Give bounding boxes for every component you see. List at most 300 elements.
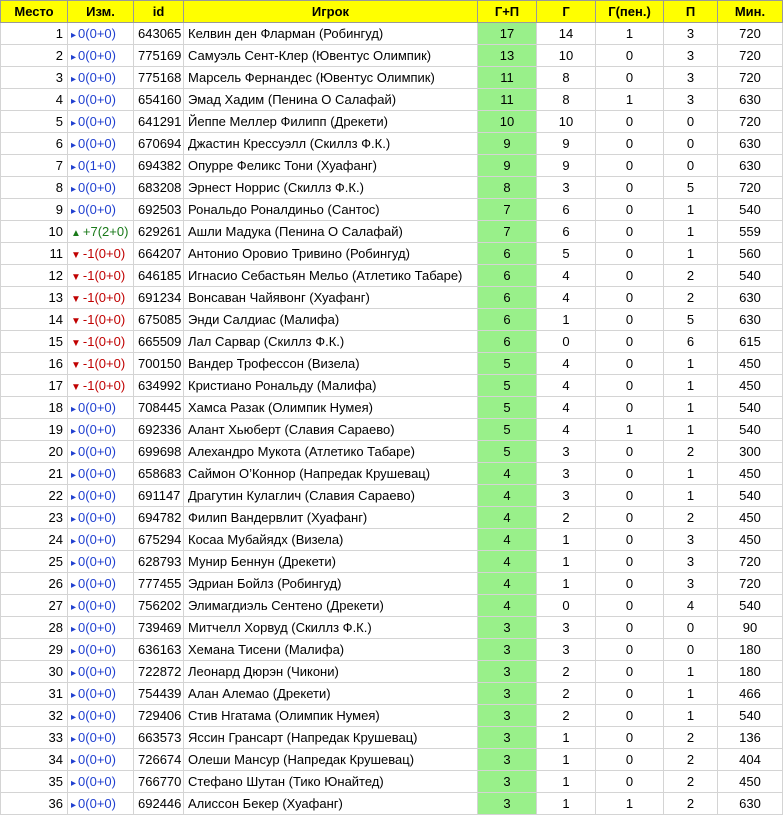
minutes-cell: 540 <box>718 419 783 441</box>
table-row[interactable] <box>1 67 783 89</box>
arrow-down-icon: ▼ <box>71 294 81 305</box>
place-cell: 16 <box>1 353 68 375</box>
goals-cell: 1 <box>537 529 596 551</box>
player-cell: Косаа Мубайядх (Визела) <box>184 529 478 551</box>
minutes-cell: 630 <box>718 89 783 111</box>
table-row[interactable] <box>1 683 783 705</box>
pointer-right-icon: ▸ <box>71 404 77 415</box>
assists-cell: 1 <box>664 243 718 265</box>
goals-assists-cell: 4 <box>478 529 537 551</box>
goals-cell: 10 <box>537 111 596 133</box>
pointer-right-icon: ▸ <box>71 96 77 107</box>
goals-assists-cell: 5 <box>478 353 537 375</box>
header-player[interactable]: Игрок <box>184 1 478 23</box>
place-cell: 26 <box>1 573 68 595</box>
change-value: 0(0+0) <box>78 510 116 525</box>
goals-assists-cell: 5 <box>478 397 537 419</box>
table-row[interactable] <box>1 727 783 749</box>
player-cell: Драгутин Кулаглич (Славия Сараево) <box>184 485 478 507</box>
change-cell <box>68 265 134 287</box>
place-cell: 13 <box>1 287 68 309</box>
place-cell: 7 <box>1 155 68 177</box>
player-cell: Мунир Беннун (Дрекети) <box>184 551 478 573</box>
minutes-cell: 540 <box>718 199 783 221</box>
table-row[interactable] <box>1 155 783 177</box>
assists-cell: 0 <box>664 111 718 133</box>
minutes-cell: 540 <box>718 595 783 617</box>
penalty-goals-cell: 0 <box>596 771 664 793</box>
player-cell: Стефано Шутан (Тико Юнайтед) <box>184 771 478 793</box>
change-value: 0(0+0) <box>78 554 116 569</box>
penalty-goals-cell: 0 <box>596 265 664 287</box>
arrow-down-icon: ▼ <box>71 360 81 371</box>
id-cell: 691234 <box>134 287 184 309</box>
assists-cell: 3 <box>664 67 718 89</box>
pointer-right-icon: ▸ <box>71 580 77 591</box>
goals-cell: 3 <box>537 177 596 199</box>
minutes-cell: 630 <box>718 793 783 815</box>
goals-assists-cell: 6 <box>478 309 537 331</box>
change-cell <box>68 683 134 705</box>
goals-assists-cell: 11 <box>478 67 537 89</box>
assists-cell: 6 <box>664 331 718 353</box>
assists-cell: 5 <box>664 309 718 331</box>
pointer-right-icon: ▸ <box>71 690 77 701</box>
table-row[interactable] <box>1 331 783 353</box>
table-row[interactable] <box>1 375 783 397</box>
pointer-right-icon: ▸ <box>71 536 77 547</box>
goals-cell: 4 <box>537 265 596 287</box>
header-goals-assists[interactable]: Г+П <box>478 1 537 23</box>
id-cell: 675085 <box>134 309 184 331</box>
table-row[interactable] <box>1 485 783 507</box>
penalty-goals-cell: 0 <box>596 529 664 551</box>
goals-cell: 10 <box>537 45 596 67</box>
table-row[interactable] <box>1 529 783 551</box>
goals-assists-cell: 4 <box>478 551 537 573</box>
assists-cell: 1 <box>664 661 718 683</box>
id-cell: 775168 <box>134 67 184 89</box>
penalty-goals-cell: 0 <box>596 617 664 639</box>
penalty-goals-cell: 0 <box>596 199 664 221</box>
goals-cell: 6 <box>537 199 596 221</box>
goals-assists-cell: 10 <box>478 111 537 133</box>
penalty-goals-cell: 0 <box>596 749 664 771</box>
table-row[interactable] <box>1 617 783 639</box>
player-cell: Игнасио Себастьян Мельо (Атлетико Табаре) <box>184 265 478 287</box>
id-cell: 729406 <box>134 705 184 727</box>
place-cell: 8 <box>1 177 68 199</box>
goals-assists-cell: 4 <box>478 463 537 485</box>
arrow-down-icon: ▼ <box>71 316 81 327</box>
goals-assists-cell: 3 <box>478 727 537 749</box>
change-cell <box>68 705 134 727</box>
assists-cell: 2 <box>664 793 718 815</box>
change-value: 0(0+0) <box>78 752 116 767</box>
penalty-goals-cell: 0 <box>596 177 664 199</box>
goals-assists-cell: 3 <box>478 793 537 815</box>
minutes-cell: 90 <box>718 617 783 639</box>
minutes-cell: 300 <box>718 441 783 463</box>
id-cell: 708445 <box>134 397 184 419</box>
penalty-goals-cell: 0 <box>596 45 664 67</box>
player-cell: Кристиано Рональду (Малифа) <box>184 375 478 397</box>
place-cell: 34 <box>1 749 68 771</box>
place-cell: 25 <box>1 551 68 573</box>
table-row[interactable] <box>1 573 783 595</box>
table-row[interactable] <box>1 705 783 727</box>
pointer-right-icon: ▸ <box>71 646 77 657</box>
change-value: 0(0+0) <box>78 92 116 107</box>
change-cell <box>68 727 134 749</box>
minutes-cell: 450 <box>718 771 783 793</box>
goals-cell: 5 <box>537 243 596 265</box>
goals-cell: 9 <box>537 155 596 177</box>
player-cell: Хемана Тисени (Малифа) <box>184 639 478 661</box>
place-cell: 23 <box>1 507 68 529</box>
table-row[interactable] <box>1 463 783 485</box>
change-cell <box>68 111 134 133</box>
id-cell: 692503 <box>134 199 184 221</box>
header-penalty-goals[interactable]: Г(пен.) <box>596 1 664 23</box>
minutes-cell: 720 <box>718 67 783 89</box>
arrow-down-icon: ▼ <box>71 250 81 261</box>
header-place[interactable]: Место <box>1 1 68 23</box>
assists-cell: 2 <box>664 287 718 309</box>
goals-cell: 6 <box>537 221 596 243</box>
change-cell <box>68 639 134 661</box>
goals-assists-cell: 3 <box>478 749 537 771</box>
minutes-cell: 720 <box>718 23 783 45</box>
player-cell: Элимагдиэль Сентено (Дрекети) <box>184 595 478 617</box>
change-value: 0(0+0) <box>78 620 116 635</box>
pointer-right-icon: ▸ <box>71 140 77 151</box>
change-value: 0(0+0) <box>78 664 116 679</box>
minutes-cell: 450 <box>718 507 783 529</box>
place-cell: 2 <box>1 45 68 67</box>
goals-assists-cell: 7 <box>478 199 537 221</box>
header-minutes[interactable]: Мин. <box>718 1 783 23</box>
player-cell: Яссин Грансарт (Напредак Крушевац) <box>184 727 478 749</box>
penalty-goals-cell: 0 <box>596 243 664 265</box>
change-cell <box>68 617 134 639</box>
goals-assists-cell: 3 <box>478 661 537 683</box>
table-row[interactable] <box>1 793 783 815</box>
table-row[interactable] <box>1 441 783 463</box>
change-cell <box>68 485 134 507</box>
goals-assists-cell: 6 <box>478 331 537 353</box>
change-cell <box>68 661 134 683</box>
change-value: -1(0+0) <box>82 356 126 371</box>
goals-cell: 0 <box>537 595 596 617</box>
arrow-up-icon: ▲ <box>71 228 81 239</box>
pointer-right-icon: ▸ <box>71 668 77 679</box>
id-cell: 675294 <box>134 529 184 551</box>
change-cell <box>68 771 134 793</box>
table-row[interactable] <box>1 639 783 661</box>
pointer-right-icon: ▸ <box>71 448 77 459</box>
change-cell <box>68 595 134 617</box>
change-cell <box>68 507 134 529</box>
table-row[interactable] <box>1 749 783 771</box>
penalty-goals-cell: 0 <box>596 639 664 661</box>
table-row[interactable] <box>1 199 783 221</box>
table-row[interactable] <box>1 45 783 67</box>
goals-assists-cell: 8 <box>478 177 537 199</box>
minutes-cell: 720 <box>718 551 783 573</box>
player-cell: Ашли Мадука (Пенина О Салафай) <box>184 221 478 243</box>
penalty-goals-cell: 0 <box>596 111 664 133</box>
table-row[interactable] <box>1 287 783 309</box>
goals-assists-cell: 4 <box>478 573 537 595</box>
minutes-cell: 466 <box>718 683 783 705</box>
table-row[interactable] <box>1 177 783 199</box>
pointer-right-icon: ▸ <box>71 756 77 767</box>
table-row[interactable] <box>1 221 783 243</box>
id-cell: 683208 <box>134 177 184 199</box>
change-cell <box>68 287 134 309</box>
penalty-goals-cell: 0 <box>596 331 664 353</box>
goals-cell: 9 <box>537 133 596 155</box>
goals-cell: 1 <box>537 727 596 749</box>
id-cell: 663573 <box>134 727 184 749</box>
change-cell <box>68 221 134 243</box>
goals-assists-cell: 4 <box>478 485 537 507</box>
change-value: -1(0+0) <box>82 378 126 393</box>
goals-cell: 2 <box>537 661 596 683</box>
change-value: 0(0+0) <box>78 730 116 745</box>
id-cell: 694782 <box>134 507 184 529</box>
change-value: 0(0+0) <box>78 642 116 657</box>
pointer-right-icon: ▸ <box>71 162 77 173</box>
change-value: 0(0+0) <box>78 70 116 85</box>
id-cell: 664207 <box>134 243 184 265</box>
pointer-right-icon: ▸ <box>71 492 77 503</box>
assists-cell: 2 <box>664 771 718 793</box>
id-cell: 634992 <box>134 375 184 397</box>
player-cell: Келвин ден Фларман (Робингуд) <box>184 23 478 45</box>
goals-assists-cell: 3 <box>478 771 537 793</box>
change-cell <box>68 375 134 397</box>
table-row[interactable] <box>1 309 783 331</box>
player-cell: Джастин Крессуэлл (Скиллз Ф.К.) <box>184 133 478 155</box>
change-value: 0(0+0) <box>78 422 116 437</box>
id-cell: 700150 <box>134 353 184 375</box>
id-cell: 670694 <box>134 133 184 155</box>
goals-cell: 0 <box>537 331 596 353</box>
goals-assists-cell: 6 <box>478 287 537 309</box>
goals-assists-cell: 3 <box>478 705 537 727</box>
pointer-right-icon: ▸ <box>71 184 77 195</box>
header-id[interactable]: id <box>134 1 184 23</box>
penalty-goals-cell: 0 <box>596 727 664 749</box>
assists-cell: 0 <box>664 617 718 639</box>
table-row[interactable] <box>1 265 783 287</box>
player-cell: Самуэль Сент-Клер (Ювентус Олимпик) <box>184 45 478 67</box>
change-cell <box>68 133 134 155</box>
player-cell: Вандер Трофессон (Визела) <box>184 353 478 375</box>
table-row[interactable] <box>1 661 783 683</box>
id-cell: 691147 <box>134 485 184 507</box>
player-cell: Алехандро Мукота (Атлетико Табаре) <box>184 441 478 463</box>
goals-cell: 3 <box>537 617 596 639</box>
assists-cell: 1 <box>664 353 718 375</box>
table-row[interactable] <box>1 353 783 375</box>
change-value: +7(2+0) <box>82 224 129 239</box>
id-cell: 722872 <box>134 661 184 683</box>
pointer-right-icon: ▸ <box>71 52 77 63</box>
id-cell: 726674 <box>134 749 184 771</box>
place-cell: 22 <box>1 485 68 507</box>
header-goals[interactable]: Г <box>537 1 596 23</box>
place-cell: 20 <box>1 441 68 463</box>
player-cell: Филип Вандервлит (Хуафанг) <box>184 507 478 529</box>
goals-cell: 2 <box>537 507 596 529</box>
penalty-goals-cell: 1 <box>596 89 664 111</box>
place-cell: 31 <box>1 683 68 705</box>
player-cell: Вонсаван Чайявонг (Хуафанг) <box>184 287 478 309</box>
table-row[interactable] <box>1 111 783 133</box>
player-cell: Алиссон Бекер (Хуафанг) <box>184 793 478 815</box>
goals-assists-cell: 5 <box>478 419 537 441</box>
penalty-goals-cell: 0 <box>596 441 664 463</box>
pointer-right-icon: ▸ <box>71 74 77 85</box>
goals-cell: 1 <box>537 771 596 793</box>
pointer-right-icon: ▸ <box>71 734 77 745</box>
player-cell: Эрнест Норрис (Скиллз Ф.К.) <box>184 177 478 199</box>
change-cell <box>68 45 134 67</box>
table-row[interactable] <box>1 133 783 155</box>
table-row[interactable] <box>1 243 783 265</box>
pointer-right-icon: ▸ <box>71 778 77 789</box>
goals-cell: 8 <box>537 67 596 89</box>
arrow-down-icon: ▼ <box>71 382 81 393</box>
penalty-goals-cell: 0 <box>596 551 664 573</box>
player-cell: Марсель Фернандес (Ювентус Олимпик) <box>184 67 478 89</box>
change-value: 0(0+0) <box>78 136 116 151</box>
arrow-down-icon: ▼ <box>71 338 81 349</box>
table-row[interactable] <box>1 771 783 793</box>
penalty-goals-cell: 0 <box>596 221 664 243</box>
change-cell <box>68 331 134 353</box>
id-cell: 636163 <box>134 639 184 661</box>
player-cell: Антонио Оровио Тривино (Робингуд) <box>184 243 478 265</box>
place-cell: 14 <box>1 309 68 331</box>
minutes-cell: 540 <box>718 705 783 727</box>
change-cell <box>68 243 134 265</box>
change-cell <box>68 23 134 45</box>
minutes-cell: 720 <box>718 573 783 595</box>
pointer-right-icon: ▸ <box>71 712 77 723</box>
penalty-goals-cell: 0 <box>596 133 664 155</box>
change-cell <box>68 397 134 419</box>
id-cell: 692336 <box>134 419 184 441</box>
place-cell: 1 <box>1 23 68 45</box>
change-cell <box>68 551 134 573</box>
penalty-goals-cell: 0 <box>596 683 664 705</box>
goals-assists-cell: 7 <box>478 221 537 243</box>
change-value: 0(0+0) <box>78 466 116 481</box>
goals-assists-cell: 11 <box>478 89 537 111</box>
goals-cell: 4 <box>537 287 596 309</box>
assists-cell: 1 <box>664 419 718 441</box>
assists-cell: 0 <box>664 639 718 661</box>
assists-cell: 2 <box>664 441 718 463</box>
assists-cell: 2 <box>664 507 718 529</box>
pointer-right-icon: ▸ <box>71 206 77 217</box>
player-cell: Опурре Феликс Тони (Хуафанг) <box>184 155 478 177</box>
place-cell: 33 <box>1 727 68 749</box>
table-row[interactable] <box>1 397 783 419</box>
minutes-cell: 540 <box>718 265 783 287</box>
minutes-cell: 450 <box>718 353 783 375</box>
assists-cell: 1 <box>664 683 718 705</box>
goals-cell: 8 <box>537 89 596 111</box>
header-change[interactable]: Изм. <box>68 1 134 23</box>
change-value: -1(0+0) <box>82 290 126 305</box>
penalty-goals-cell: 0 <box>596 661 664 683</box>
change-cell <box>68 419 134 441</box>
table-row[interactable] <box>1 23 783 45</box>
change-value: 0(0+0) <box>78 444 116 459</box>
place-cell: 21 <box>1 463 68 485</box>
place-cell: 24 <box>1 529 68 551</box>
goals-cell: 3 <box>537 485 596 507</box>
id-cell: 629261 <box>134 221 184 243</box>
assists-cell: 2 <box>664 727 718 749</box>
id-cell: 699698 <box>134 441 184 463</box>
id-cell: 766770 <box>134 771 184 793</box>
player-cell: Стив Нгатама (Олимпик Нумея) <box>184 705 478 727</box>
player-cell: Эдриан Бойлз (Робингуд) <box>184 573 478 595</box>
change-value: 0(1+0) <box>78 158 116 173</box>
change-cell <box>68 67 134 89</box>
id-cell: 665509 <box>134 331 184 353</box>
table-row[interactable] <box>1 419 783 441</box>
minutes-cell: 630 <box>718 155 783 177</box>
pointer-right-icon: ▸ <box>71 558 77 569</box>
header-row <box>1 1 783 23</box>
penalty-goals-cell: 1 <box>596 793 664 815</box>
goals-assists-cell: 6 <box>478 265 537 287</box>
table-row[interactable] <box>1 507 783 529</box>
change-value: -1(0+0) <box>82 268 126 283</box>
table-row[interactable] <box>1 551 783 573</box>
change-value: 0(0+0) <box>78 686 116 701</box>
header-assists[interactable]: П <box>664 1 718 23</box>
minutes-cell: 615 <box>718 331 783 353</box>
change-cell <box>68 573 134 595</box>
pointer-right-icon: ▸ <box>71 470 77 481</box>
id-cell: 756202 <box>134 595 184 617</box>
assists-cell: 3 <box>664 551 718 573</box>
assists-cell: 3 <box>664 23 718 45</box>
penalty-goals-cell: 0 <box>596 155 664 177</box>
goals-cell: 1 <box>537 793 596 815</box>
place-cell: 18 <box>1 397 68 419</box>
goals-cell: 1 <box>537 309 596 331</box>
assists-cell: 1 <box>664 397 718 419</box>
id-cell: 641291 <box>134 111 184 133</box>
assists-cell: 1 <box>664 463 718 485</box>
goals-assists-cell: 4 <box>478 595 537 617</box>
player-cell: Хамса Разак (Олимпик Нумея) <box>184 397 478 419</box>
id-cell: 694382 <box>134 155 184 177</box>
table-row[interactable] <box>1 89 783 111</box>
goals-assists-cell: 17 <box>478 23 537 45</box>
table-row[interactable] <box>1 595 783 617</box>
place-cell: 12 <box>1 265 68 287</box>
